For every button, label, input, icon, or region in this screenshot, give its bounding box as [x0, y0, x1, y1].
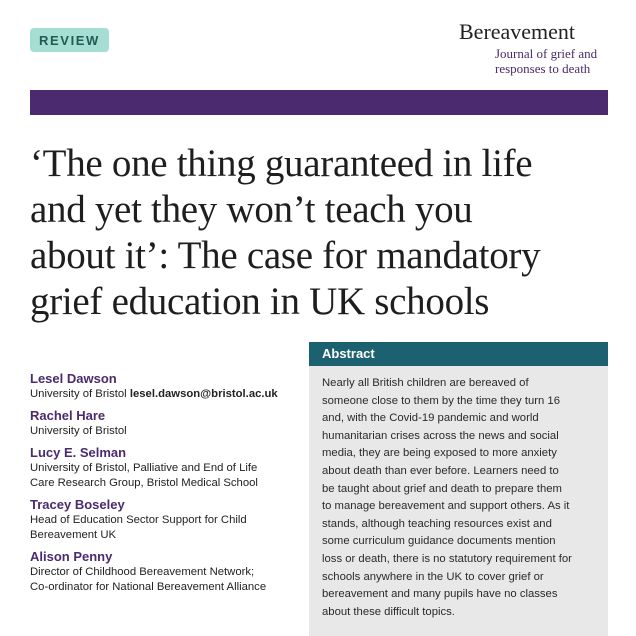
affiliation-line: University of Bristol	[30, 425, 127, 437]
author-name: Lesel Dawson	[30, 371, 117, 386]
author-name: Lucy E. Selman	[30, 445, 127, 460]
journal-masthead	[459, 20, 609, 76]
affiliation-text: University of Bristol	[30, 388, 127, 400]
author-list	[30, 370, 300, 600]
affiliation-line: Director of Childhood Bereavement Network;	[30, 566, 255, 578]
author-affiliation	[30, 387, 300, 402]
abstract-line: to manage bereavement and support others. As it	[322, 500, 570, 513]
abstract-line: and, with the Covid-19 pandemic and world	[322, 412, 539, 425]
affiliation-line: Head of Education Sector Support for Child	[30, 514, 247, 526]
abstract-line: humanitarian crises across the news and social	[322, 429, 559, 442]
article-title	[30, 141, 630, 325]
abstract-line: be taught about grief and death to prepare them	[322, 482, 562, 495]
author-name: Rachel Hare	[30, 408, 106, 423]
author-name: Tracey Boseley	[30, 497, 125, 512]
author-entry	[30, 496, 300, 543]
review-badge: REVIEW	[30, 28, 109, 52]
abstract-line: about death than ever before. Learners need to	[322, 464, 559, 477]
title-line: and yet they won’t teach you	[30, 188, 473, 231]
abstract-line: media, they are being exposed to more anxiety	[322, 447, 557, 460]
author-name: Alison Penny	[30, 549, 113, 564]
title-line: about it’: The case for mandatory	[30, 234, 541, 277]
affiliation-line	[30, 387, 300, 402]
author-entry	[30, 370, 300, 402]
author-entry	[30, 407, 300, 439]
abstract-line: about these difficult topics.	[322, 605, 455, 618]
author-affiliation	[30, 424, 300, 439]
journal-name: Bereavement	[459, 19, 576, 44]
author-affiliation	[30, 461, 300, 491]
affiliation-line: University of Bristol, Palliative and End of Life	[30, 462, 258, 474]
author-affiliation	[30, 513, 300, 543]
abstract-line: someone close to them by the time they turn 16	[322, 394, 560, 407]
author-entry	[30, 548, 300, 595]
abstract-line: stands, although teaching resources exist and	[322, 517, 552, 530]
journal-subtitle-line: responses to death	[495, 61, 591, 76]
abstract-heading: Abstract	[309, 342, 608, 366]
title-line: grief education in UK schools	[30, 280, 490, 323]
affiliation-line: Bereavement UK	[30, 529, 117, 541]
journal-subtitle	[495, 46, 609, 76]
abstract-panel	[309, 342, 608, 636]
journal-subtitle-line: Journal of grief and	[495, 46, 598, 61]
abstract-line: loss or death, there is no statutory requirement for	[322, 552, 572, 565]
title-line: ‘The one thing guaranteed in life	[30, 142, 533, 185]
author-affiliation	[30, 565, 300, 595]
affiliation-line: Care Research Group, Bristol Medical School	[30, 477, 258, 489]
author-email-link[interactable]: lesel.dawson@bristol.ac.uk	[129, 388, 278, 400]
author-entry	[30, 444, 300, 491]
affiliation-line: Co-ordinator for National Bereavement Alliance	[30, 581, 267, 593]
abstract-line: Nearly all British children are bereaved of	[322, 377, 529, 389]
abstract-line: some curriculum guidance documents mention	[322, 535, 556, 548]
abstract-text	[309, 366, 608, 621]
abstract-line: schools anywhere in the UK to cover grief or	[322, 570, 544, 583]
abstract-line: bereavement and many pupils have no classes	[322, 588, 558, 601]
header-divider-bar	[30, 90, 608, 115]
